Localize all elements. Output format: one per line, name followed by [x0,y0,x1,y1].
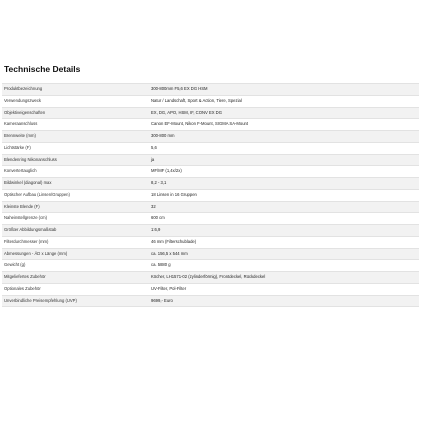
spec-value: 1:6,9 [149,225,419,237]
spec-label: Blendenring Nikonanschluss [2,154,149,166]
spec-value: EX, DG, APO, HSM, IF, CONV EX DG [149,107,419,119]
spec-label: Optischer Aufbau (Linsen/Gruppen) [2,189,149,201]
spec-label: Bildwinkel (diagonal) max [2,178,149,190]
table-row [2,295,419,307]
spec-value: Natur / Landschaft, Sport & Action, Tiere, Spezial [149,95,419,107]
spec-value: ca. 156,5 x 544 mm [149,248,419,260]
spec-value: 32 [149,201,419,213]
spec-value: 600 cm [149,213,419,225]
spec-value: MF/MF (1,4x/2x) [149,166,419,178]
table-row [2,84,419,96]
table-row [2,95,419,107]
table-row [2,119,419,131]
spec-value: 9699,- Euro [149,295,419,307]
spec-value: 46 mm (Filterschublade) [149,236,419,248]
spec-label: Naheinstellgrenze (cm) [2,213,149,225]
spec-label: Kameraanschluss [2,119,149,131]
spec-label: Lichtstärke (F) [2,142,149,154]
table-row [2,260,419,272]
table-row [2,189,419,201]
section-title: Technische Details [4,64,81,74]
spec-label: Gewicht (g) [2,260,149,272]
spec-label: Konvertertauglich [2,166,149,178]
spec-value: ca. 5880 g [149,260,419,272]
table-row [2,154,419,166]
spec-table [2,83,419,307]
table-row [2,225,419,237]
spec-value: Köcher, LH1571-02 (zylinderförmig), Frontdeckel, Rückdeckel [149,272,419,284]
spec-value: 18 Linsen in 16 Gruppen [149,189,419,201]
spec-label: Verwendungszweck [2,95,149,107]
spec-value: UV-Filter, Pol-Filter [149,283,419,295]
spec-label: Mitgeliefertes Zubehör [2,272,149,284]
table-row [2,131,419,143]
spec-value: Canon EF-Mount, Nikon F-Mount, SIGMA SA-Mount [149,119,419,131]
spec-label: Optionales Zubehör [2,283,149,295]
table-row [2,178,419,190]
spec-value: 5,6 [149,142,419,154]
spec-value: 300-800mm F5,6 EX DG HSM [149,84,419,96]
table-row [2,213,419,225]
spec-label: Kleinste Blende (F) [2,201,149,213]
spec-label: Filterdurchmesser (mm) [2,236,149,248]
spec-label: Größter Abbildungsmaßstab [2,225,149,237]
spec-value: 8,2 - 3,1 [149,178,419,190]
spec-label: Brennweite (mm) [2,131,149,143]
spec-label: Objektiveigenschaften [2,107,149,119]
table-row [2,236,419,248]
spec-value: 300-800 mm [149,131,419,143]
spec-label: Unverbindliche Preisempfehlung (UVP) [2,295,149,307]
table-row [2,201,419,213]
spec-label: Produktbezeichnung [2,84,149,96]
spec-value: ja [149,154,419,166]
table-row [2,248,419,260]
table-row [2,283,419,295]
table-row [2,272,419,284]
table-row [2,142,419,154]
table-row [2,166,419,178]
table-row [2,107,419,119]
spec-label: Abmessungen - ÄD x Länge (mm) [2,248,149,260]
